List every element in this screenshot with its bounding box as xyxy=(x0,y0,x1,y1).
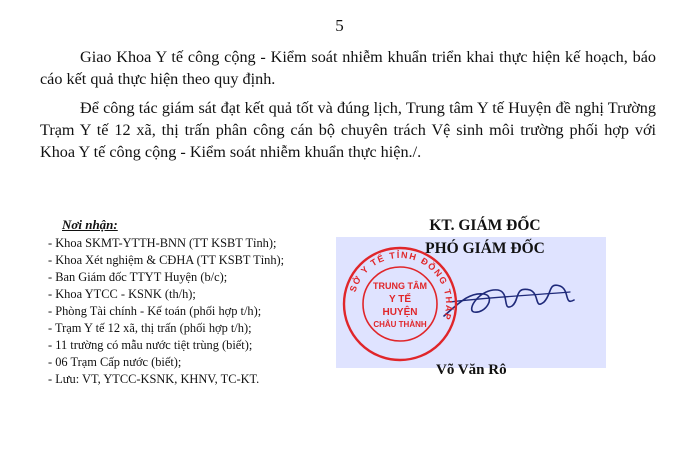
stamp-center-line: HUYỆN xyxy=(382,307,418,318)
recipient-item: - Khoa SKMT-YTTH-BNN (TT KSBT Tỉnh); xyxy=(48,236,277,250)
official-seal xyxy=(340,244,460,364)
stamp-center-line: CHÂU THÀNH xyxy=(373,320,427,329)
signature-title-deputy: PHÓ GIÁM ĐỐC xyxy=(425,240,545,257)
stamp-center-line: Y TẾ xyxy=(388,294,412,305)
recipient-item: - Khoa YTCC - KSNK (th/h); xyxy=(48,287,196,301)
recipient-item: - Ban Giám đốc TTYT Huyện (b/c); xyxy=(48,270,228,284)
paragraph-2: Để công tác giám sát đạt kết quả tốt và đúng lịch, Trung tâm Y tế Huyện đề nghị Trường Trạm Y tế 12 xã, thị trấn phân công cán bộ chuyên trách Vệ sinh môi trường phối hợp với Khoa Y tế công cộng - Kiểm soát nhiễm khuẩn thực hiện./. xyxy=(40,99,656,161)
signer-name: Võ Văn Rô xyxy=(436,362,507,378)
recipient-item: - 06 Trạm Cấp nước (biết); xyxy=(48,355,182,369)
stamp-center-line: TRUNG TÂM xyxy=(373,281,427,291)
recipient-item: - Phòng Tài chính - Kế toán (phối hợp t/h); xyxy=(48,304,262,318)
page-number: 5 xyxy=(335,16,344,35)
recipient-item: - 11 trường có mẫu nước tiệt trùng (biết); xyxy=(48,338,253,352)
stamp-ring-text: SỞ Y TẾ TỈNH ĐỒNG THÁP xyxy=(347,249,455,323)
handwritten-signature xyxy=(440,272,580,330)
recipients-list xyxy=(48,235,284,388)
paragraph-1: Giao Khoa Y tế công cộng - Kiểm soát nhiễm khuẩn triển khai thực hiện kế hoạch, báo cáo kết quả thực hiện theo quy định. xyxy=(40,48,656,88)
recipients-title: Nơi nhận: xyxy=(62,217,118,232)
signature-title-kt: KT. GIÁM ĐỐC xyxy=(429,217,541,234)
recipient-item: - Lưu: VT, YTCC-KSNK, KHNV, TC-KT. xyxy=(48,372,260,386)
recipient-item: - Khoa Xét nghiệm & CĐHA (TT KSBT Tỉnh); xyxy=(48,253,285,267)
recipient-item: - Trạm Y tế 12 xã, thị trấn (phối hợp t/h); xyxy=(48,321,252,335)
